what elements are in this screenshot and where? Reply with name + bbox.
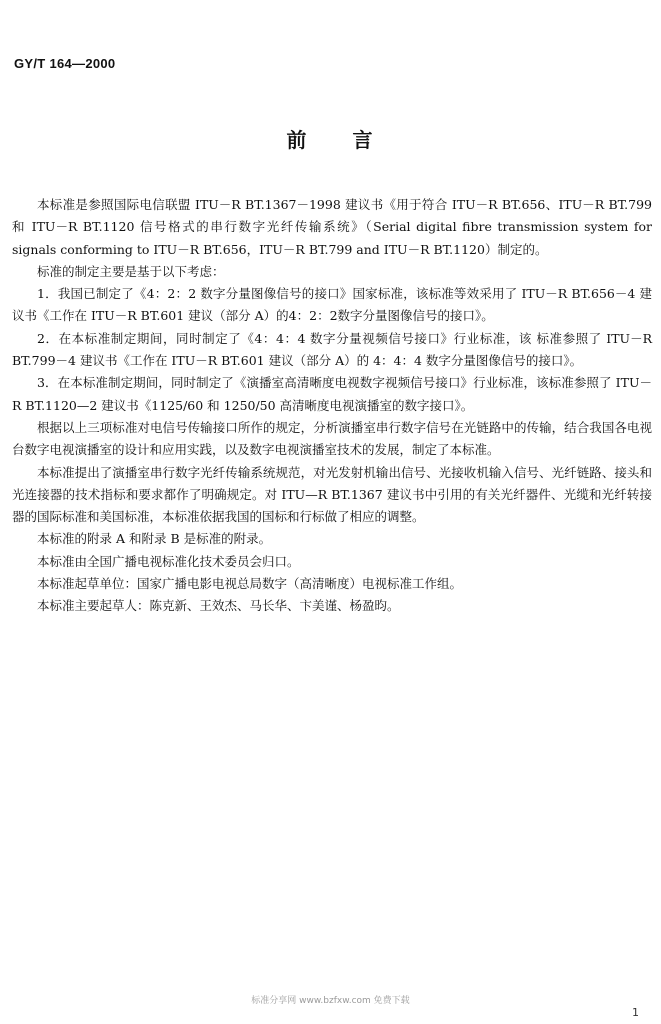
paragraph-scope: 本标准提出了演播室串行数字光纤传输系统规范，对光发射机输出信号、光接收机输入信号、光纤链路、接头和光连接器的技术指标和要求都作了明确规定。对 ITU—R BT.1367 建议书中引用的有关光纤器件、光缆和光纤转接器的国际标准和美国标准，本标准依据我国的国标和行标做了相应的调整。 bbox=[12, 464, 652, 525]
paragraph-drafters: 本标准主要起草人：陈克新、王效杰、马长华、卞美谨、杨盈昀。 bbox=[37, 598, 400, 614]
standard-code: GY/T 164—2000 bbox=[14, 56, 116, 71]
paragraph-considerations: 标准的制定主要是基于以下考虑： bbox=[37, 263, 225, 279]
page-title: 前 言 bbox=[286, 128, 375, 152]
paragraph-basis: 根据以上三项标准对电信号传输接口所作的规定，分析演播室串行数字信号在光链路中的传输，结合我国各电视台数字电视演播室的设计和应用实践，以及数字电视演播室技术的发展，制定了本标准。 bbox=[12, 419, 652, 458]
paragraph-reference: 本标准是参照国际电信联盟 ITU－R BT.1367－1998 建议书《用于符合 ITU－R BT.656、ITU－R BT.799 和 ITU－R BT.1120 信号格式的串行数字光纤传输系统》（Serial digital fibre transmission system for signals conforming to ITU－R BT.656，ITU－R BT.799 and ITU－R BT.1120）制定的。 bbox=[12, 197, 652, 257]
paragraph-annex: 本标准的附录 A 和附录 B 是标准的附录。 bbox=[37, 531, 272, 547]
footer-watermark: 标准分享网 www.bzfxw.com 免费下载 bbox=[251, 996, 410, 1006]
paragraph-committee: 本标准由全国广播电视标准化技术委员会归口。 bbox=[37, 553, 300, 569]
paragraph-drafting-unit: 本标准起草单位：国家广播电影电视总局数字（高清晰度）电视标准工作组。 bbox=[37, 576, 463, 592]
paragraph-item-3: 3．在本标准制定期间，同时制定了《演播室高清晰度电视数字视频信号接口》行业标准，该标准参照了 ITU－R BT.1120—2 建议书《1125/60 和 1250/50 高清晰度电视演播室的数字接口》。 bbox=[12, 375, 652, 413]
body-text bbox=[12, 194, 652, 618]
page-number: 1 bbox=[632, 1006, 639, 1019]
paragraph-item-2: 2．在本标准制定期间，同时制定了《4：4：4 数字分量视频信号接口》行业标准，该 标准参照了 ITU－R BT.799－4 建议书《工作在 ITU－R BT.601 建议（部分 A）的 4：4：4 数字分量图像信号的接口》。 bbox=[12, 330, 652, 369]
paragraph-item-1: 1．我国已制定了《4：2：2 数字分量图像信号的接口》国家标准，该标准等效采用了 ITU－R BT.656－4 建议书《工作在 ITU－R BT.601 建议（部分 A）的4：2：2数字分量图像信号的接口》。 bbox=[12, 286, 652, 324]
